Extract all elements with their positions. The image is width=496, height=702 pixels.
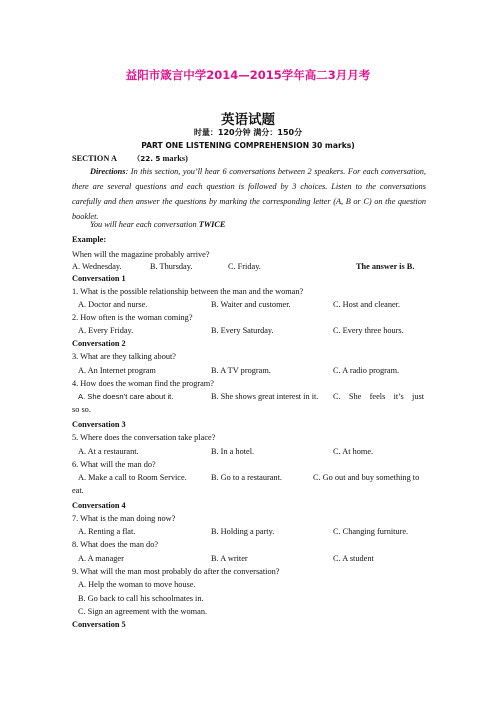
q6-option-a: A. Make a call to Room Service.: [78, 473, 187, 482]
example-options: [72, 262, 426, 272]
q2-option-c: C. Every three hours.: [333, 326, 404, 335]
section-a-label: SECTION A: [72, 154, 117, 163]
part-heading: PART ONE LISTENING COMPREHENSION 30 marks): [141, 141, 355, 150]
q7-option-b: B. Holding a party.: [211, 527, 275, 536]
q1-option-a: A. Doctor and nurse.: [78, 300, 148, 309]
example-label: Example:: [72, 235, 107, 244]
example-option-b: B. Thursday.: [150, 262, 193, 271]
section-a-heading: [72, 154, 188, 164]
conversation-1-heading: Conversation 1: [72, 274, 126, 283]
conversation-5-heading: Conversation 5: [72, 620, 126, 629]
conversation-4-heading: Conversation 4: [72, 501, 126, 510]
q5-option-a: A. At a restaurant.: [78, 447, 139, 456]
question-2-options: [78, 326, 428, 336]
q8-option-b: B. A writer: [211, 554, 248, 563]
example-option-a: A. Wednesday.: [72, 262, 122, 271]
q3-option-c: C. A radio program.: [333, 366, 400, 375]
question-7: 7. What is the man doing now?: [72, 514, 176, 523]
q4-option-c-continued: so so.: [72, 405, 91, 414]
school-title: 益阳市箴言中学2014—2015学年高二3月月考: [125, 68, 371, 82]
question-1-options: [78, 300, 428, 310]
question-6-options: [78, 473, 428, 483]
question-5: 5. Where does the conversation take place?: [72, 433, 216, 442]
section-a-marks: （22. 5 marks): [133, 154, 188, 163]
q9-option-b: B. Go back to call his schoolmates in.: [78, 594, 204, 603]
exam-title: 英语试题: [221, 112, 275, 128]
directions-text: : In this section, you’ll hear 6 conversations between 2 speakers. For each conversation, there are several questions and each question is followed by 3 choices. Listen to the conversations carefully and then answer the questions by marking the corresponding letter (A, B or C) on the question booklet.: [72, 167, 426, 221]
question-4-options: [78, 392, 428, 402]
q6-option-c: C. Go out and buy something to: [313, 473, 420, 482]
q2-option-b: B. Every Saturday.: [211, 326, 274, 335]
q6-option-c-continued: eat.: [72, 486, 84, 495]
q2-option-a: A. Every Friday.: [78, 326, 134, 335]
question-1: 1. What is the possible relationship between the man and the woman?: [72, 287, 304, 296]
q7-option-c: C. Changing furniture.: [333, 527, 409, 536]
question-8: 8. What does the man do?: [72, 540, 159, 549]
twice-note: You will hear each conversation TWICE: [90, 220, 226, 229]
conversation-2-heading: Conversation 2: [72, 339, 126, 348]
question-7-options: [78, 527, 428, 537]
question-8-options: [78, 554, 428, 564]
q5-option-b: B. In a hotel.: [211, 447, 255, 456]
q3-option-a: A. An Internet program: [78, 366, 156, 375]
question-2: 2. How often is the woman coming?: [72, 313, 193, 322]
q1-option-b: B. Waiter and customer.: [211, 300, 291, 309]
q8-option-a: A. A manager: [78, 554, 124, 563]
question-5-options: [78, 447, 428, 457]
q9-option-a: A. Help the woman to move house.: [78, 580, 196, 589]
question-3-options: [78, 366, 428, 376]
q4-option-b: B. She shows great interest in it.: [211, 392, 319, 401]
q5-option-c: C. At home.: [333, 447, 374, 456]
example-question: When will the magazine probably arrive?: [72, 250, 210, 259]
question-9: 9. What will the man most probably do after the conversation?: [72, 567, 280, 576]
directions-paragraph: [72, 164, 426, 224]
q6-option-b: B. Go to a restaurant.: [211, 473, 282, 482]
q1-option-c: C. Host and cleaner.: [333, 300, 401, 309]
q4-option-a: A. She doesn’t care about it.: [78, 392, 174, 401]
exam-meta: 时量：120分钟 满分：150分: [193, 128, 303, 137]
q8-option-c: C. A student: [333, 554, 374, 563]
q3-option-b: B. A TV program.: [211, 366, 271, 375]
example-answer: The answer is B.: [356, 262, 415, 271]
question-4: 4. How does the woman find the program?: [72, 379, 214, 388]
q4-option-c: C. She feels it’s just: [333, 392, 425, 401]
conversation-3-heading: Conversation 3: [72, 420, 126, 429]
question-3: 3. What are they talking about?: [72, 352, 176, 361]
directions-label: Directions: [90, 167, 126, 176]
question-6: 6. What will the man do?: [72, 460, 156, 469]
q9-option-c: C. Sign an agreement with the woman.: [78, 607, 208, 616]
example-option-c: C. Friday.: [228, 262, 261, 271]
q7-option-a: A. Renting a flat.: [78, 527, 136, 536]
